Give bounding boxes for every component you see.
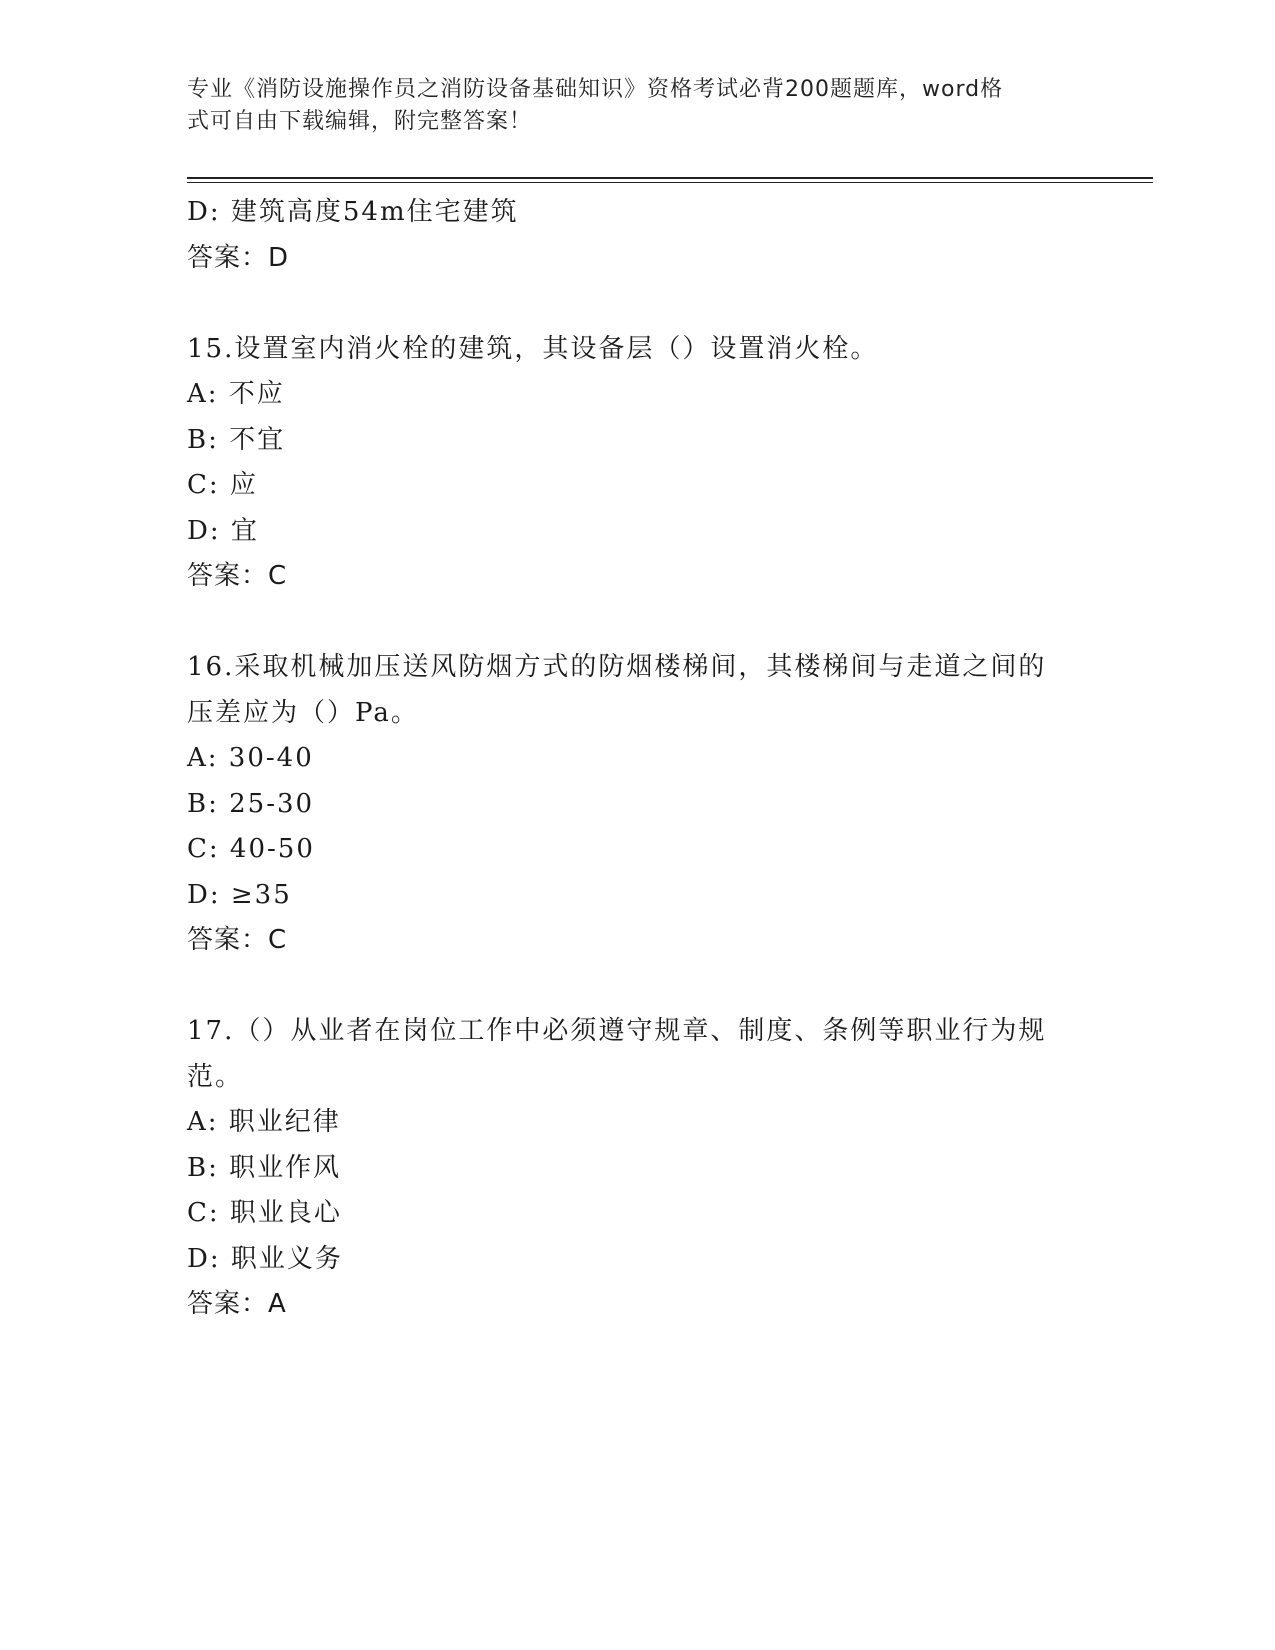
option-c: C: 应: [187, 470, 258, 500]
option-a: A: 职业纪律: [187, 1107, 341, 1137]
option-d: D: ≥35: [187, 879, 292, 910]
option-c: C: 职业良心: [187, 1198, 342, 1228]
question-16: [187, 645, 1087, 964]
question-15: [187, 327, 1087, 600]
header-divider-thin: [187, 182, 1153, 183]
spacer: [187, 600, 1087, 646]
option-b: B: 职业作风: [187, 1152, 342, 1183]
option-d: D: 宜: [187, 515, 259, 546]
option-a: A: 不应: [187, 379, 285, 409]
option-a: A: 30-40: [187, 743, 314, 773]
question-17: [187, 1009, 1087, 1328]
document-body: [187, 190, 1087, 1328]
question-text-line-1: 17.（）从业者在岗位工作中必须遵守规章、制度、条例等职业行为规: [187, 1016, 1047, 1046]
spacer: [187, 281, 1087, 327]
header-line-2: 式可自由下载编辑，附完整答案！: [187, 109, 533, 134]
option-b: B: 不宜: [187, 424, 286, 455]
question-text-line-2: 压差应为（）Pa。: [187, 697, 419, 728]
question-text-line-1: 16.采取机械加压送风防烟方式的防烟楼梯间，其楼梯间与走道之间的: [187, 652, 1047, 682]
spacer: [187, 964, 1087, 1010]
header-divider-thick: [187, 177, 1153, 179]
document-header: [187, 74, 1067, 138]
answer: 答案：C: [187, 561, 288, 591]
option-c: C: 40-50: [187, 834, 315, 864]
header-line-1: 专业《消防设施操作员之消防设备基础知识》资格考试必背200题题库，word格: [187, 77, 1004, 102]
prev-option-d: D: 建筑高度54m住宅建筑: [187, 197, 519, 227]
prev-answer: 答案：D: [187, 242, 290, 273]
answer: 答案：C: [187, 925, 288, 955]
answer: 答案：A: [187, 1289, 287, 1319]
option-d: D: 职业义务: [187, 1243, 343, 1274]
option-b: B: 25-30: [187, 788, 315, 819]
question-text-line-2: 范。: [187, 1061, 244, 1092]
question-text: 15.设置室内消火栓的建筑，其设备层（）设置消火栓。: [187, 333, 879, 364]
